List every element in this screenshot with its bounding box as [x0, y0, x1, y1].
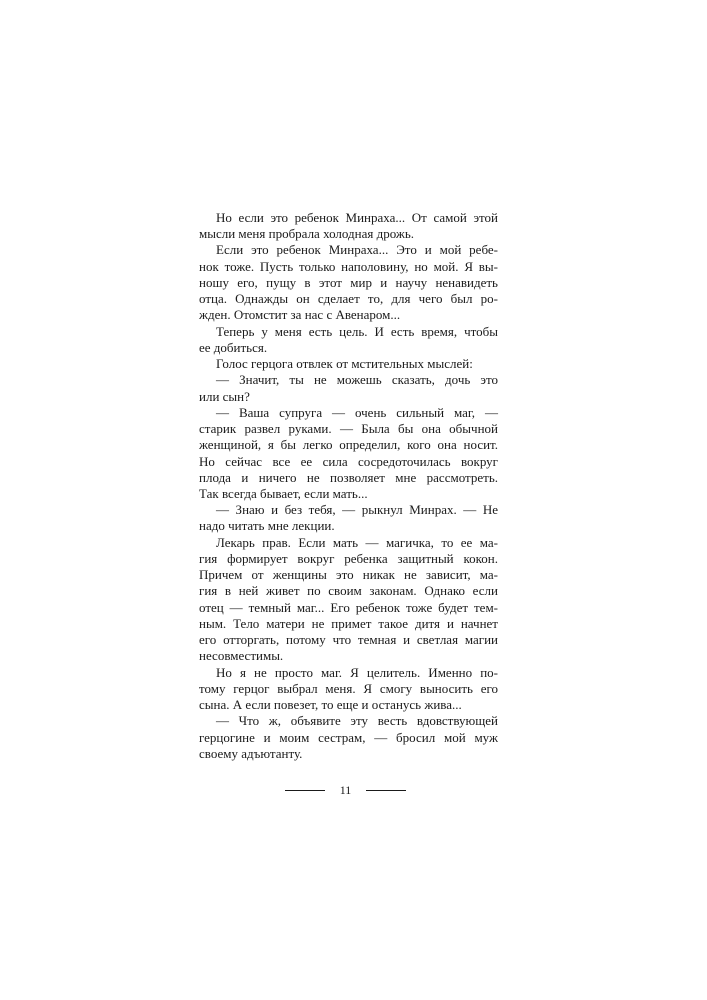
text-line: ее добиться.	[199, 339, 268, 355]
paragraph	[199, 713, 498, 762]
paragraph	[199, 372, 498, 404]
text-line: Но сейчас все ее сила сосредоточилась вокруг	[199, 453, 498, 469]
text-line: Так всегда бывает, если мать...	[199, 485, 368, 501]
text-line: — Знаю и без тебя, — рыкнул Минрах. — Не	[216, 502, 498, 518]
text-line: Причем от женщины это никак не зависит, ма-	[199, 567, 498, 583]
text-line: жден. Отомстит за нас с Авенаром...	[199, 307, 401, 323]
text-line: Теперь у меня есть цель. И есть время, чтобы	[216, 323, 498, 339]
paragraph	[199, 665, 498, 714]
paragraph	[199, 502, 498, 534]
text-line: Голос герцога отвлек от мстительных мыслей:	[216, 356, 473, 372]
paragraph	[199, 210, 498, 242]
body-text	[199, 210, 498, 762]
text-line: своему адъютанту.	[199, 745, 303, 761]
text-line: его отторгать, потому что темная и светлая магии	[199, 632, 498, 648]
text-line: надо читать мне лекции.	[199, 518, 335, 534]
text-line: сына. А если повезет, то еще и останусь жива...	[199, 697, 462, 713]
text-line: старик развел руками. — Была бы она обычной	[199, 421, 498, 437]
page-number: 11	[339, 782, 352, 797]
paragraph	[199, 324, 498, 356]
text-line: Если это ребенок Минраха... Это и мой ребе-	[216, 242, 498, 258]
text-line: — Ваша супруга — очень сильный маг, —	[216, 404, 498, 420]
text-line: Но я не просто маг. Я целитель. Именно по-	[216, 664, 498, 680]
footer-rule-left	[285, 790, 325, 791]
paragraph	[199, 242, 498, 323]
text-line: или сын?	[199, 388, 250, 404]
text-line: герцогине и моим сестрам, — бросил мой муж	[199, 729, 498, 745]
footer-rule-right	[366, 790, 406, 791]
text-line: нок тоже. Пусть только наполовину, но мой. Я вы-	[199, 258, 498, 274]
text-line: тому герцог выбрал меня. Я смогу выносить его	[199, 680, 498, 696]
text-line: — Что ж, объявите эту весть вдовствующей	[216, 713, 498, 729]
paragraph	[199, 535, 498, 665]
text-line: — Значит, ты не можешь сказать, дочь это	[216, 372, 498, 388]
page-footer	[285, 781, 406, 799]
text-line: плода и ничего не позволяет мне рассмотреть.	[199, 469, 498, 485]
paragraph	[199, 405, 498, 502]
text-line: ным. Тело матери не примет такое дитя и начнет	[199, 615, 498, 631]
text-line: Лекарь прав. Если мать — магичка, то ее ма-	[216, 534, 498, 550]
text-line: женщиной, я бы легко определил, кого она носит.	[199, 437, 498, 453]
text-line: несовместимы.	[199, 648, 284, 664]
text-line: отец — темный маг... Его ребенок тоже будет тем-	[199, 599, 498, 615]
text-line: гия в ней живет по своим законам. Однако если	[199, 583, 498, 599]
paragraph	[199, 356, 498, 372]
text-line: мысли меня пробрала холодная дрожь.	[199, 226, 415, 242]
text-line: отца. Однажды он сделает то, для чего был ро-	[199, 291, 498, 307]
text-line: гия формирует вокруг ребенка защитный кокон.	[199, 550, 498, 566]
text-line: Но если это ребенок Минраха... От самой этой	[216, 210, 498, 225]
text-line: ношу его, пущу в этот мир и научу ненавидеть	[199, 274, 498, 290]
